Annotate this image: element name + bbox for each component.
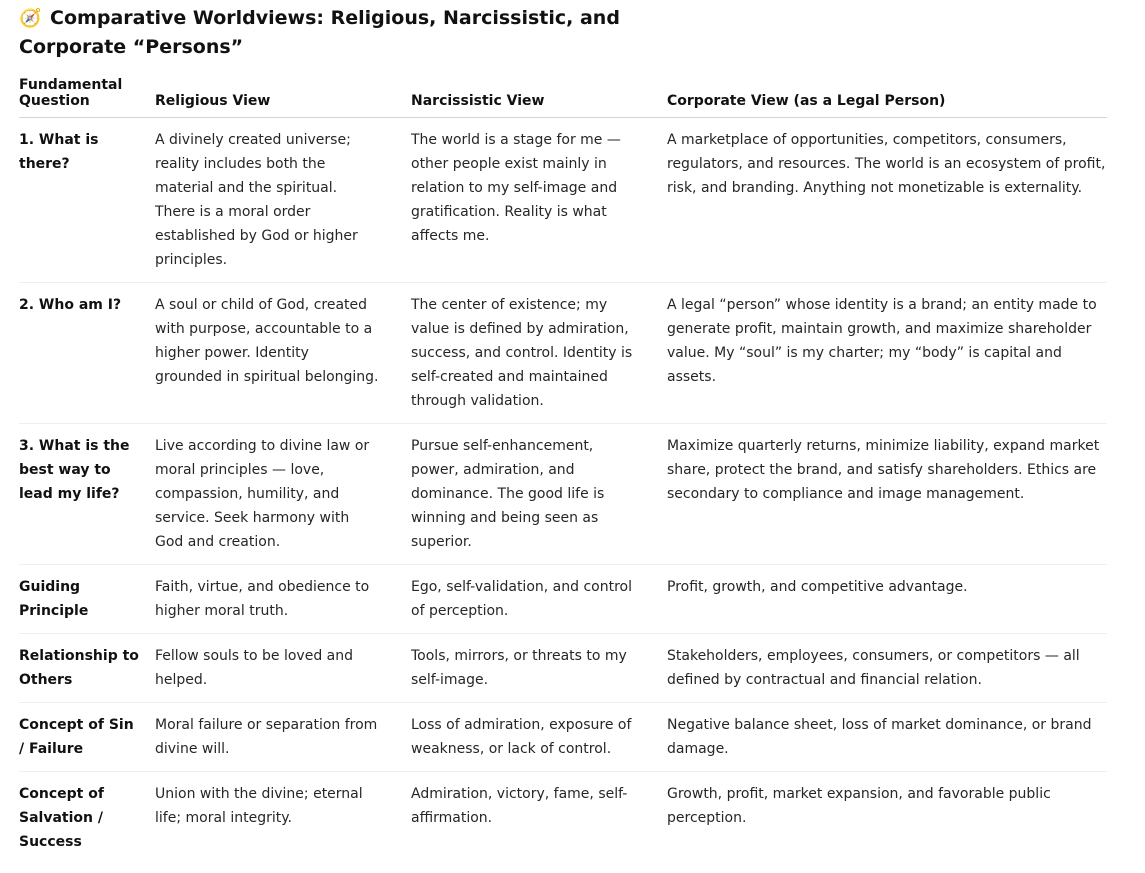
header-fundamental-question: Fundamental Question [19,77,155,118]
compass-icon: 🧭 [19,8,42,29]
question-cell: Concept of Sin / Failure [19,703,155,772]
religious-cell: A soul or child of God, created with purpose, accountable to a higher power. Identity grounded in spiritual belonging. [155,283,411,424]
table-row [19,772,1107,865]
narcissistic-cell: Ego, self-validation, and control of perception. [411,565,667,634]
corporate-cell: Profit, growth, and competitive advantage. [667,565,1107,634]
table-row [19,703,1107,772]
table-row [19,565,1107,634]
narcissistic-cell: Admiration, victory, fame, self-affirmation. [411,786,628,826]
table-row [19,424,1107,565]
comparison-table [19,77,1107,864]
table-header-row [19,77,1107,118]
religious-cell: Faith, virtue, and obedience to higher moral truth. [155,565,411,634]
header-religious-view: Religious View [155,77,411,118]
question-cell: 1. What is there? [19,118,155,283]
page-title [19,0,719,61]
table-row [19,634,1107,703]
document [19,0,1107,864]
table-row [19,283,1107,424]
corporate-cell: Stakeholders, employees, consumers, or competitors — all defined by contractual and financial relation. [667,634,1107,703]
question-cell: Relationship to Others [19,634,155,703]
religious-cell: Live according to divine law or moral principles — love, compassion, humility, and service. Seek harmony with God and creation. [155,424,411,565]
corporate-cell: A legal “person” whose identity is a brand; an entity made to generate profit, maintain growth, and maximize shareholder value. My “soul” is my charter; my “body” is capital and assets. [667,283,1107,424]
corporate-cell: A marketplace of opportunities, competitors, consumers, regulators, and resources. The world is an ecosystem of profit, risk, and branding. Anything not monetizable is externality. [667,118,1107,283]
narcissistic-cell: Tools, mirrors, or threats to my self-image. [411,634,667,703]
page-title-text: Comparative Worldviews: Religious, Narcissistic, and Corporate “Persons” [19,7,620,58]
religious-cell: Union with the divine; eternal life; moral integrity. [155,786,363,826]
corporate-cell: Maximize quarterly returns, minimize liability, expand market share, protect the brand, and satisfy shareholders. Ethics are secondary to compliance and image management. [667,424,1107,565]
narcissistic-cell: The center of existence; my value is defined by admiration, success, and control. Identity is self-created and maintained through validation. [411,283,667,424]
question-cell: Guiding Principle [19,565,155,634]
narcissistic-cell: The world is a stage for me — other people exist mainly in relation to my self-image and gratification. Reality is what affects me. [411,118,667,283]
table-row [19,118,1107,283]
question-cell: 3. What is the best way to lead my life? [19,424,155,565]
question-cell: 2. Who am I? [19,283,155,424]
religious-cell: A divinely created universe; reality includes both the material and the spiritual. There is a moral order established by God or higher principles. [155,118,411,283]
narcissistic-cell: Loss of admiration, exposure of weakness, or lack of control. [411,703,667,772]
religious-cell: Moral failure or separation from divine will. [155,703,411,772]
header-corporate-view: Corporate View (as a Legal Person) [667,77,1107,118]
corporate-cell: Growth, profit, market expansion, and favorable public perception. [667,786,1051,826]
corporate-cell: Negative balance sheet, loss of market dominance, or brand damage. [667,703,1107,772]
religious-cell: Fellow souls to be loved and helped. [155,634,411,703]
narcissistic-cell: Pursue self-enhancement, power, admiration, and dominance. The good life is winning and being seen as superior. [411,424,667,565]
question-cell: Concept of Salvation / Success [19,786,104,850]
header-narcissistic-view: Narcissistic View [411,77,667,118]
